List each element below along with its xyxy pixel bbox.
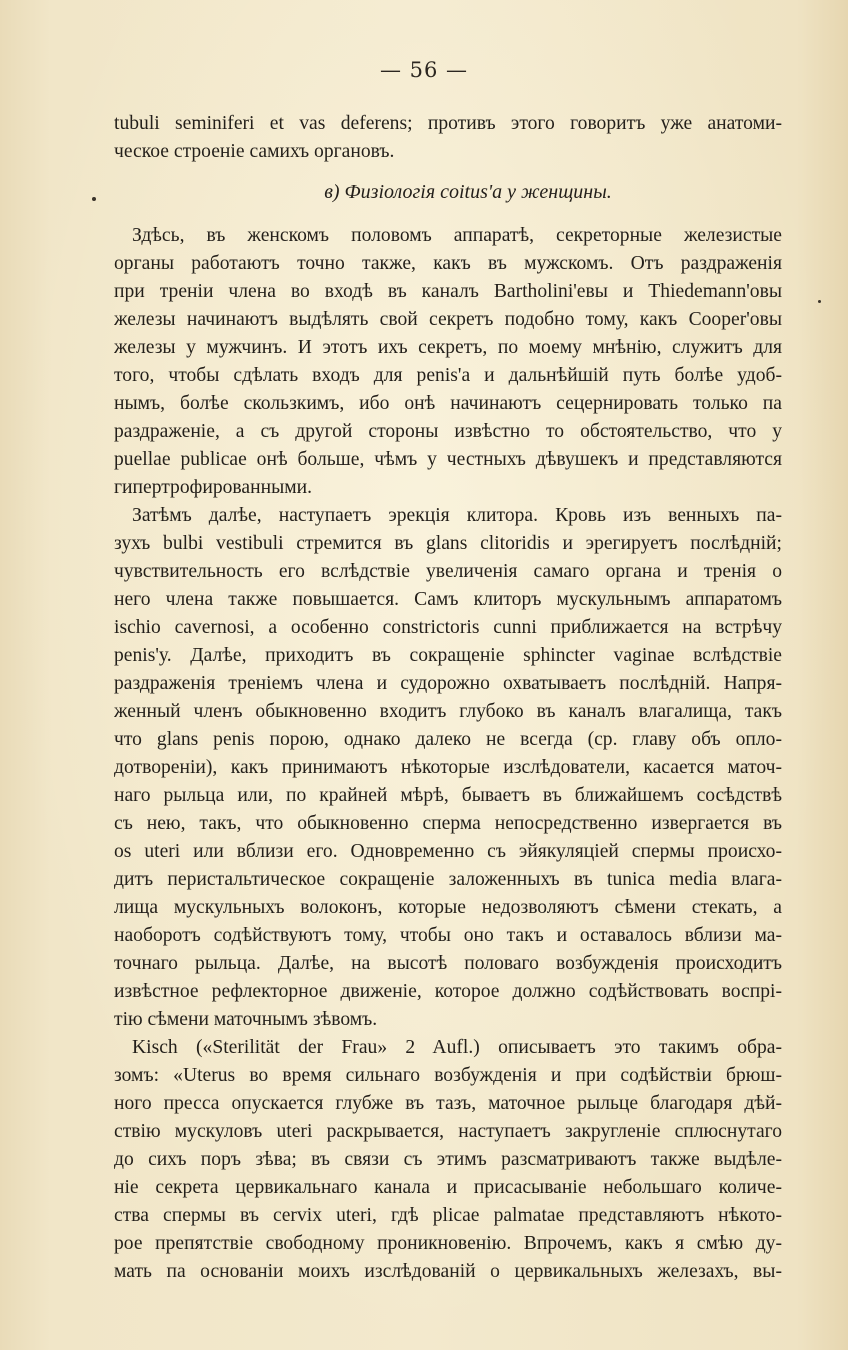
text-line: ніе секрета цервикальнаго канала и присасываніе небольшаго количе- (114, 1177, 782, 1198)
text-line: гипертрофированными. (114, 477, 313, 498)
text-line: раздраженія треніемъ члена и судорожно охватываетъ послѣдній. Напря- (114, 673, 782, 694)
text-line: дитъ перистальтическое сокращеніе заложенныхъ въ tunica media влага- (114, 869, 782, 890)
paragraph (114, 1034, 782, 1286)
text-line: женный членъ обыкновенно входитъ глубоко въ каналъ влагалища, такъ (114, 701, 782, 722)
text-line: железы начинаютъ выдѣлять свой секретъ подобно тому, какъ Cooper'овы (114, 309, 782, 330)
text-line: точнаго рыльца. Далѣе, на высотѣ половаго возбужденія происходитъ (114, 953, 782, 974)
text-line: извѣстное рефлекторное движеніе, которое должно содѣйствовать воспрі- (114, 981, 782, 1002)
text-line: него члена также повышается. Самъ клиторъ мускульнымъ аппаратомъ (114, 589, 782, 610)
text-line: os uteri или вблизи его. Одновременно съ эйякуляціей спермы происхо- (114, 841, 782, 862)
text-line: мать па основаніи моихъ изслѣдованій о цервикальныхъ железахъ, вы- (114, 1261, 782, 1282)
text-line: Kisch («Sterilität der Frau» 2 Aufl.) описываетъ это такимъ обра- (132, 1037, 782, 1058)
body-text (114, 110, 782, 1286)
paragraph (114, 222, 782, 502)
text-line: раздраженіе, а съ другой стороны извѣстно то обстоятельство, что у (114, 421, 782, 442)
text-line: рое препятствіе свободному проникновенію. Впрочемъ, какъ я смѣю ду- (114, 1233, 782, 1254)
text-line: дотвореніи), какъ принимаютъ нѣкоторые изслѣдователи, касается маточ- (114, 757, 782, 778)
text-line: зомъ: «Uterus во время сильнаго возбужденія и при содѣйствіи брюш- (114, 1065, 782, 1086)
text-line: чувствительность его вслѣдствіе увеличенія самаго органа и тренія о (114, 561, 782, 582)
text-line: ischio cavernosi, а особенно constrictoris cunni приближается на встрѣчу (114, 617, 782, 638)
text-line: того, чтобы сдѣлать входъ для penis'a и дальнѣйшій путь болѣе удоб- (114, 365, 782, 386)
text-line: органы работаютъ точно также, какъ въ мужскомъ. Отъ раздраженія (114, 253, 782, 274)
text-line: что glans penis порою, однако далеко не всегда (ср. главу объ опло- (114, 729, 782, 750)
margin-mark-left (92, 197, 96, 201)
text-line: penis'у. Далѣе, приходитъ въ сокращеніе sphincter vaginae вслѣдствіе (114, 645, 782, 666)
text-line: puellae publicae онѣ больше, чѣмъ у честныхъ дѣвушекъ и представляются (114, 449, 782, 470)
margin-mark-right (818, 300, 821, 303)
text-line: лища мускульныхъ волоконъ, которые недозволяютъ сѣмени стекать, а (114, 897, 782, 918)
text-line: Здѣсь, въ женскомъ половомъ аппаратѣ, секреторные железистые (132, 225, 782, 246)
text-line: тію сѣмени маточнымъ зѣвомъ. (114, 1009, 378, 1030)
text-line: ного пресса опускается глубже въ тазъ, маточное рыльце благодаря дѣй- (114, 1093, 782, 1114)
text-line: съ нею, такъ, что обыкновенно сперма непосредственно извергается въ (114, 813, 782, 834)
text-line: ствію мускуловъ uteri раскрывается, наступаетъ закругленіе сплюснутаго (114, 1121, 782, 1142)
text-line: при треніи члена во входѣ въ каналъ Bartholini'евы и Thiedemann'овы (114, 281, 782, 302)
text-line: зухъ bulbi vestibuli стремится въ glans clitoridis и эрегируетъ послѣдній; (114, 533, 782, 554)
text-line: до сихъ поръ зѣва; въ связи съ этимъ разсматриваютъ также выдѣле- (114, 1149, 782, 1170)
page-number: — 56 — (379, 58, 469, 82)
text-line: tubuli seminiferi et vas deferens; противъ этого говоритъ уже анатоми- (114, 113, 782, 134)
text-line: нымъ, болѣе скользкимъ, ибо онѣ начинаютъ сецернировать только па (114, 393, 782, 414)
paragraph (114, 502, 782, 1034)
text-line: ческое строеніе самихъ органовъ. (114, 141, 395, 162)
text-line: наоборотъ содѣйствуютъ тому, чтобы оно такъ и оставалось вблизи ма- (114, 925, 782, 946)
text-line: железы у мужчинъ. И этотъ ихъ секретъ, по моему мнѣнію, служитъ для (114, 337, 782, 358)
section-heading: в) Физіологія coitus'a у женщины. (324, 181, 612, 203)
text-line: наго рыльца или, по крайней мѣрѣ, бываетъ въ ближайшемъ сосѣдствѣ (114, 785, 782, 806)
text-line: Затѣмъ далѣе, наступаетъ эрекція клитора. Кровь изъ венныхъ па- (132, 505, 782, 526)
text-line: ства спермы въ cervix uteri, гдѣ plicae palmatae представляютъ нѣкото- (114, 1205, 782, 1226)
